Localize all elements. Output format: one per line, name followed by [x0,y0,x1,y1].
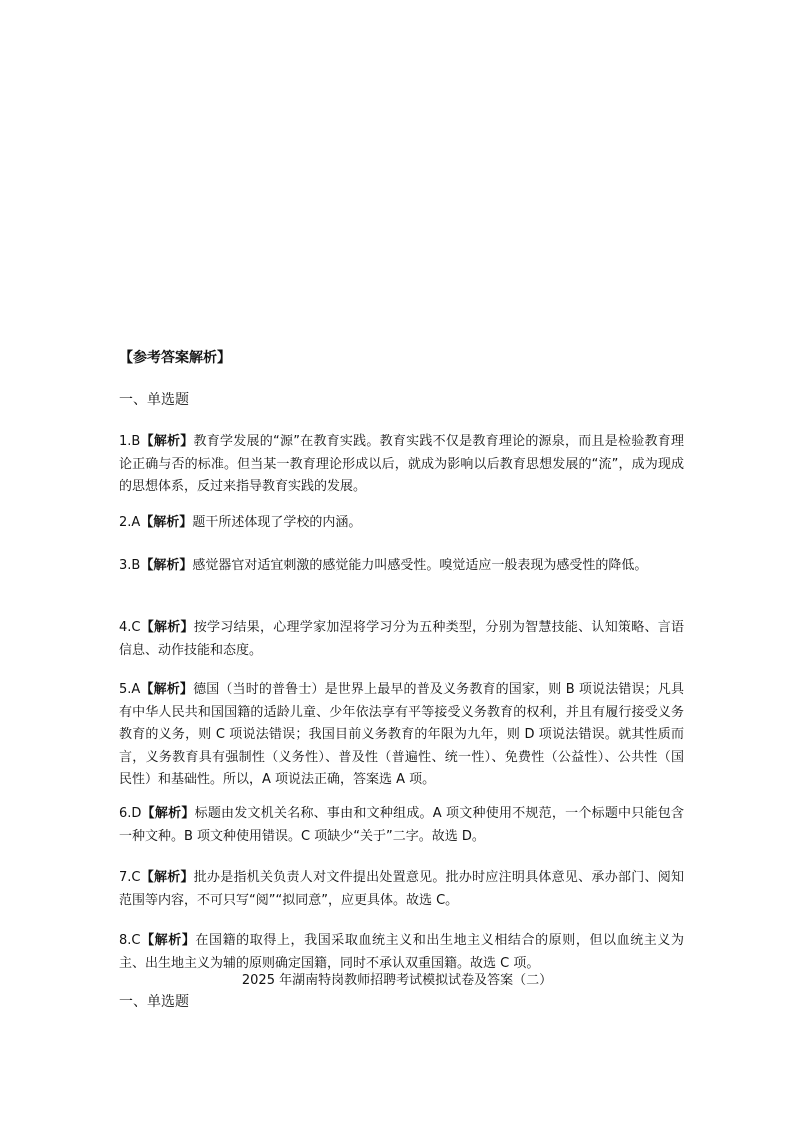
analysis-label: 【解析】 [140,870,194,885]
answer-item-4 [119,617,684,662]
analysis-label: 【解析】 [141,806,195,821]
answer-number: 2.A [119,515,141,530]
analysis-text: 德国（当时的普鲁士）是世界上最早的普及义务教育的国家，则 B 项说法错误；凡具有中华人民共和国国籍的适龄儿童、少年依法享有平等接受义务教育的权利，并且有履行接受义务教育的义务，则 C 项说法错误；我国目前义务教育的年限为九年，则 D 项说法错误。就其性质而言，义务教育具有强制性（义务性）、普及性（普遍性、统一性）、免费性（公益性）、公共性（国民性）和基础性。所以，A 项说法正确，答案选 A 项。 [119,682,684,788]
answer-item-1 [119,431,684,499]
analysis-text: 感觉器官对适宜刺激的感觉能力叫感受性。嗅觉适应一般表现为感受性的降低。 [192,558,648,573]
analysis-label: 【解析】 [140,682,194,697]
answer-item-8 [119,930,684,975]
answer-number: 7.C [119,870,141,885]
answer-number: 1.B [119,434,141,449]
analysis-label: 【解析】 [140,515,193,530]
answer-number: 5.A [119,682,141,697]
analysis-label: 【解析】 [140,434,194,449]
answer-item-5 [119,679,684,792]
analysis-label: 【解析】 [140,620,194,635]
analysis-label: 【解析】 [140,558,193,573]
answer-item-2 [119,512,684,535]
answer-item-6 [119,803,684,848]
answer-item-3 [119,555,684,578]
analysis-label: 【解析】 [140,933,196,948]
document-title: 2025 年湖南特岗教师招聘考试模拟试卷及答案（二） [241,973,553,988]
analysis-text: 在国籍的取得上，我国采取血统主义和出生地主义相结合的原则，但以血统主义为主、出生地主义为辅的原则确定国籍，同时不承认双重国籍。故选 C 项。 [119,933,684,971]
answer-item-7 [119,867,684,912]
answer-number: 8.C [119,933,141,948]
answer-header: 【参考答案解析】 [119,350,231,366]
analysis-text: 批办是指机关负责人对文件提出处置意见。批办时应注明具体意见、承办部门、阅知范围等内容，不可只写“阅”“拟同意”，应更具体。故选 C。 [119,870,684,908]
analysis-text: 题干所述体现了学校的内涵。 [192,515,362,530]
answer-number: 6.D [119,806,142,821]
answer-number: 4.C [119,620,141,635]
section-heading-single-choice-2: 一、单选题 [119,994,189,1010]
analysis-text: 教育学发展的“源”在教育实践。教育实践不仅是教育理论的源泉，而且是检验教育理论正确与否的标准。但当某一教育理论形成以后，就成为影响以后教育思想发展的“流”，成为现成的思想体系，反过来指导教育实践的发展。 [119,434,684,495]
analysis-text: 按学习结果，心理学家加涅将学习分为五种类型，分别为智慧技能、认知策略、言语信息、动作技能和态度。 [119,620,684,658]
analysis-text: 标题由发文机关名称、事由和文种组成。A 项文种使用不规范，一个标题中只能包含一种文种。B 项文种使用错误。C 项缺少“关于”二字。故选 D。 [119,806,684,844]
answer-number: 3.B [119,558,141,573]
section-heading-single-choice: 一、单选题 [119,392,189,408]
